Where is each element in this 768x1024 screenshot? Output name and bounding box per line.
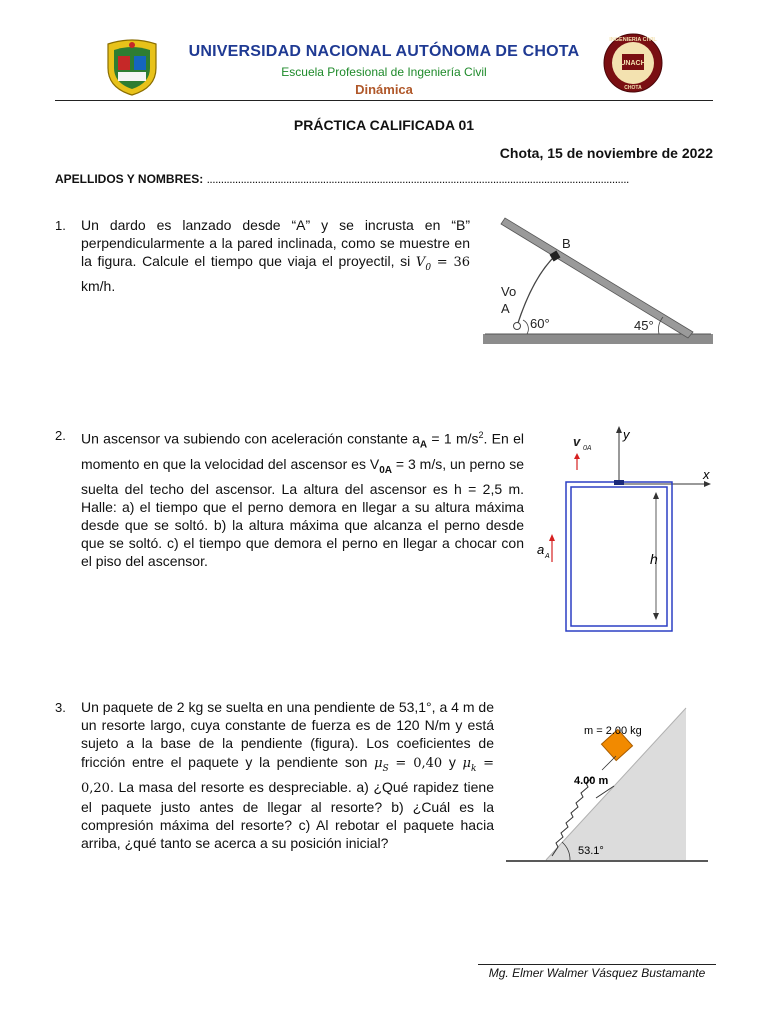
q1-label-b: B	[562, 236, 571, 251]
q1-angle-45: 45°	[634, 318, 654, 333]
q2-text-2: = 1 m/s	[427, 430, 479, 447]
exam-title: PRÁCTICA CALIFICADA 01	[293, 117, 475, 133]
q2-accel-sub: A	[545, 553, 550, 560]
q3-mu-s: μ	[374, 755, 383, 771]
q2-sup: 2	[478, 430, 484, 440]
q1-label-a: A	[501, 301, 510, 316]
names-fill-line: .....................................................................................................................................................	[206, 172, 629, 186]
professor-signature: Mg. Elmer Walmer Vásquez Bustamante	[488, 966, 706, 980]
q2-v0a-label: v	[573, 434, 581, 449]
civil-engineering-seal-logo	[603, 30, 663, 96]
q1-v0-value: = 36	[436, 255, 470, 271]
q2-figure	[535, 420, 715, 640]
q2-text-1: Un ascensor va subiendo con aceleración constante a	[81, 430, 420, 447]
q3-mass-label: m = 2.00 kg	[584, 725, 642, 737]
header-divider	[55, 100, 713, 101]
course-name: Dinámica	[355, 82, 413, 97]
q1-v0-sub: 0	[425, 263, 432, 274]
names-label: APELLIDOS Y NOMBRES:	[55, 172, 204, 186]
q2-text-3: . En el momento en que la velocidad del ascensor es V	[81, 430, 524, 472]
q3-mu-k-sub: k	[470, 763, 477, 774]
q2-v0a-sub: 0A	[583, 445, 592, 452]
q2-height-h: h	[650, 551, 658, 567]
names-field	[55, 172, 629, 186]
q3-text-1: Un paquete de 2 kg se suelta en una pendiente de 53,1°, a 4 m de un resorte largo, cuya constante de fuerza es de 120 N/m y está sujeto a la base de la pendiente (figura). Los coeficientes de fricción entre el paquete y la pendiente son	[81, 699, 494, 770]
q1-statement: Un dardo es lanzado desde “A” y se incrusta en “B” perpendicularmente a la pared inclinada, como se muestre en la figura. Calcule el tiempo que viaja el proyectil, si	[81, 217, 470, 270]
seal-middle-text: UNACH	[620, 60, 646, 67]
q1-text	[81, 216, 470, 296]
q3-angle-label: 53.1°	[578, 845, 604, 857]
q3-mu-k-value: = 0,20	[81, 755, 494, 796]
q2-axis-y: y	[623, 427, 630, 442]
q3-text-2: . La masa del resorte es despreciable. a) ¿Qué rapidez tiene el paquete justo antes de llegar al resorte? b) ¿Cuál es la compresión máxima del resorte? c) Al rebotar el paquete hacia arriba, ¿qué tanto se acerca a su posición inicial?	[81, 778, 494, 852]
q3-number: 3.	[55, 700, 66, 715]
q2-number: 2.	[55, 428, 66, 443]
q3-mu-s-sub: S	[382, 763, 389, 774]
q3-mu-s-value: = 0,40	[395, 755, 443, 771]
university-name: UNIVERSIDAD NACIONAL AUTÓNOMA DE CHOTA	[188, 43, 580, 60]
q2-accel-label: a	[537, 542, 545, 557]
q1-label-vo: Vo	[501, 284, 517, 299]
q2-sub-0a: 0A	[379, 464, 392, 476]
seal-top-text: INGENIERIA CIVIL	[609, 37, 657, 43]
q2-text-4: = 3 m/s, un perno se suelta del techo del ascensor. La altura del ascensor es h = 2,5 m. Halle: a) el tiempo que el perno demora en llegar a su altura máxima desde que se soltó. b) la altura máxima que alcanza el perno desde que se soltó. c) el tiempo que demora el perno en llegar a chocar con el piso del ascensor.	[81, 455, 524, 570]
q1-angle-60: 60°	[530, 316, 550, 331]
q3-text	[81, 698, 494, 852]
q2-sub-a: A	[419, 439, 428, 451]
q3-figure	[506, 706, 708, 873]
q3-mu-k: μ	[462, 755, 471, 771]
q2-text	[81, 426, 524, 571]
signature-line	[478, 964, 716, 965]
q2-axis-x: x	[703, 467, 710, 482]
q1-figure	[483, 216, 713, 349]
q1-unit: km/h.	[81, 278, 116, 295]
q3-and: y	[448, 753, 456, 770]
q1-number: 1.	[55, 218, 66, 233]
school-name: Escuela Profesional de Ingeniería Civil	[281, 65, 487, 79]
exam-date: Chota, 15 de noviembre de 2022	[499, 145, 713, 161]
q1-v0-symbol: V	[415, 255, 426, 271]
q3-distance-label: 4.00 m	[574, 775, 609, 787]
seal-bottom-text: CHOTA	[624, 85, 642, 91]
